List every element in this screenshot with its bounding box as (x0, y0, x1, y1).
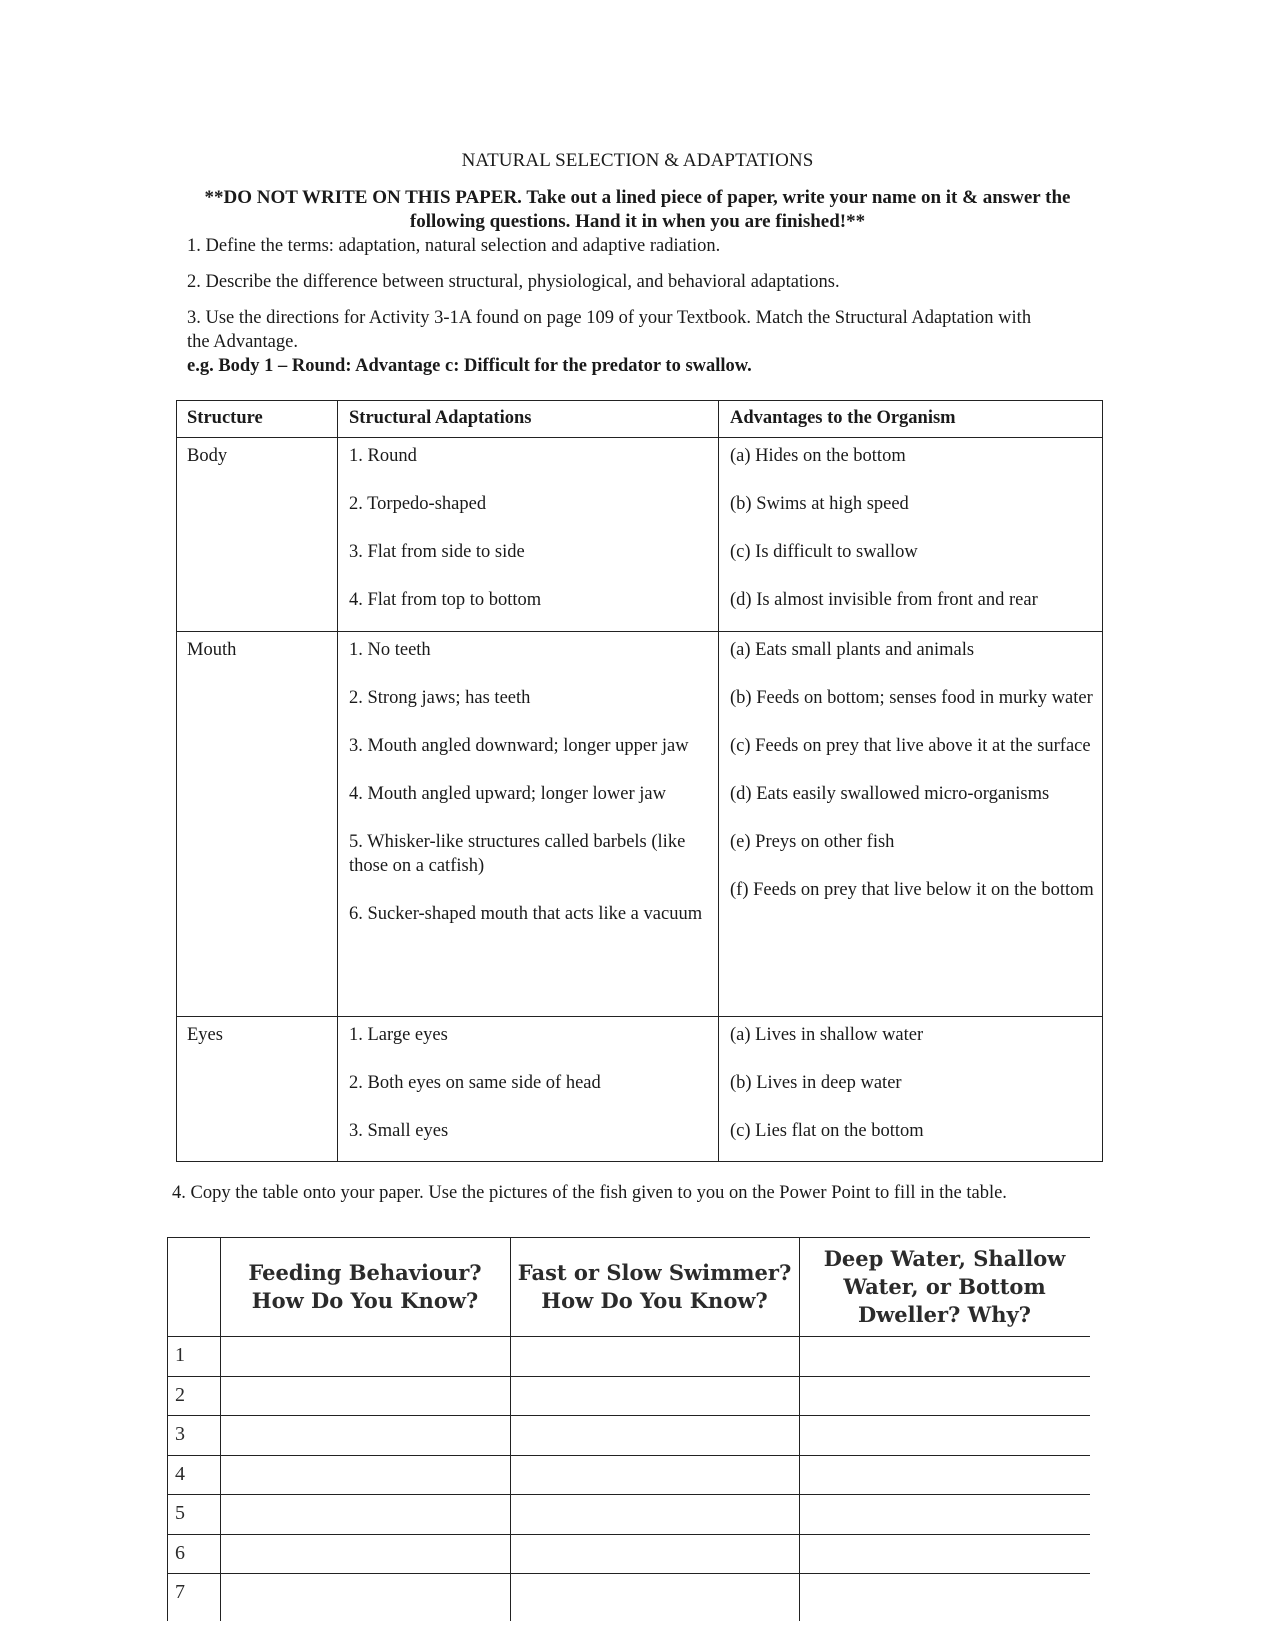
table-rule (167, 1494, 1090, 1495)
instructions-notice: **DO NOT WRITE ON THIS PAPER. Take out a lined piece of paper, write your name on it & answer the following questions. Hand it in when you are finished!** (204, 187, 1071, 232)
question-1: 1. Define the terms: adaptation, natural selection and adaptive radiation. (187, 236, 721, 256)
advantage-item: (a) Hides on the bottom (730, 446, 906, 466)
row-number: 2 (175, 1384, 185, 1406)
adaptation-item: 1. Large eyes (349, 1025, 448, 1045)
adaptation-item: 2. Both eyes on same side of head (349, 1073, 601, 1093)
advantages-list (730, 1017, 1098, 1143)
table-rule (167, 1534, 1090, 1535)
advantage-item: (d) Is almost invisible from front and rear (730, 590, 1038, 610)
header-water-depth: Deep Water, Shallow Water, or Bottom Dweller? Why? (823, 1246, 1066, 1327)
adaptation-item: 3. Mouth angled downward; longer upper jaw (349, 736, 689, 756)
structure-label: Body (187, 446, 228, 466)
header-swimmer-speed: Fast or Slow Swimmer? How Do You Know? (517, 1260, 792, 1313)
advantage-item: (c) Lies flat on the bottom (730, 1121, 924, 1141)
table-rule (167, 1573, 1090, 1574)
table-rule (167, 1376, 1090, 1377)
advantage-item: (f) Feeds on prey that live below it on the bottom (730, 880, 1094, 900)
adaptation-item: 2. Torpedo-shaped (349, 494, 487, 514)
structure-label: Mouth (187, 640, 237, 660)
adaptations-list (349, 438, 714, 612)
table-rule (167, 1455, 1090, 1456)
adaptation-item: 6. Sucker-shaped mouth that acts like a vacuum (349, 904, 703, 924)
advantage-item: (e) Preys on other fish (730, 832, 895, 852)
advantage-item: (d) Eats easily swallowed micro-organisms (730, 784, 1050, 804)
question-2: 2. Describe the difference between structural, physiological, and behavioral adaptations. (187, 272, 840, 292)
question-3-text: 3. Use the directions for Activity 3-1A found on page 109 of your Textbook. Match the Structural Adaptation with the Advantage. (187, 308, 1032, 352)
table-divider (167, 1237, 168, 1621)
question-3-example: e.g. Body 1 – Round: Advantage c: Difficult for the predator to swallow. (187, 356, 752, 376)
advantage-item: (b) Lives in deep water (730, 1073, 902, 1093)
adaptation-item: 3. Small eyes (349, 1121, 449, 1141)
row-number: 4 (175, 1463, 185, 1485)
adaptation-item: 2. Strong jaws; has teeth (349, 688, 531, 708)
adaptation-item: 1. Round (349, 446, 417, 466)
table-row-body (177, 438, 1102, 632)
row-number: 7 (175, 1581, 185, 1603)
advantage-item: (c) Feeds on prey that live above it at the surface (730, 736, 1091, 756)
question-4: 4. Copy the table onto your paper. Use the pictures of the fish given to you on the Power Point to fill in the table. (172, 1183, 1007, 1203)
adaptations-list (349, 1017, 714, 1143)
advantages-list (730, 632, 1098, 902)
adaptations-table (176, 400, 1103, 1162)
advantage-item: (b) Feeds on bottom; senses food in murky water (730, 688, 1093, 708)
advantage-item: (a) Eats small plants and animals (730, 640, 975, 660)
table-header-row (177, 401, 1102, 438)
advantages-list (730, 438, 1098, 612)
adaptation-item: 1. No teeth (349, 640, 431, 660)
row-number: 1 (175, 1344, 185, 1366)
header-advantages: Advantages to the Organism (730, 408, 956, 428)
header-structural-adaptations: Structural Adaptations (349, 408, 532, 428)
advantage-item: (c) Is difficult to swallow (730, 542, 918, 562)
page-title: NATURAL SELECTION & ADAPTATIONS (461, 150, 814, 171)
structure-label: Eyes (187, 1025, 223, 1045)
row-number: 6 (175, 1542, 185, 1564)
advantage-item: (b) Swims at high speed (730, 494, 909, 514)
header-feeding-behaviour: Feeding Behaviour? How Do You Know? (248, 1260, 482, 1313)
adaptations-list (349, 632, 714, 926)
adaptation-item: 5. Whisker-like structures called barbels (like those on a catfish) (349, 832, 686, 876)
table-row-eyes (177, 1017, 1102, 1161)
question-3 (187, 306, 1047, 378)
adaptation-item: 4. Flat from top to bottom (349, 590, 542, 610)
header-structure: Structure (187, 408, 263, 428)
fish-observation-table (167, 1237, 1090, 1621)
row-number: 3 (175, 1423, 185, 1445)
table-row-mouth (177, 632, 1102, 1017)
table-rule (167, 1415, 1090, 1416)
advantage-item: (a) Lives in shallow water (730, 1025, 924, 1045)
row-number: 5 (175, 1502, 185, 1524)
adaptation-item: 4. Mouth angled upward; longer lower jaw (349, 784, 666, 804)
adaptation-item: 3. Flat from side to side (349, 542, 525, 562)
